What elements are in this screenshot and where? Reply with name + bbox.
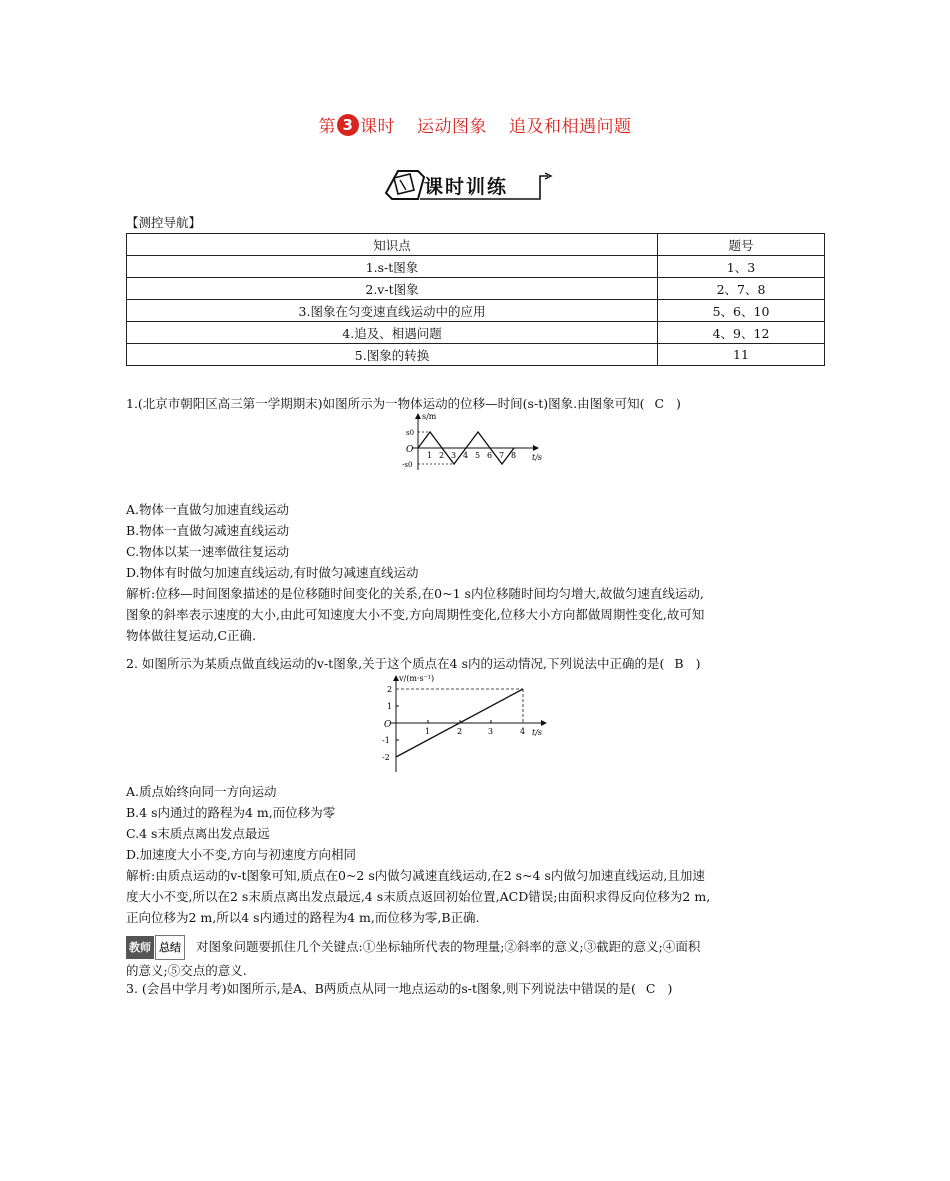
question-2-answer: B — [674, 656, 684, 671]
title-lesson: 课时 — [360, 117, 395, 137]
option: D.物体有时做匀加速直线运动,有时做匀减速直线运动 — [126, 565, 419, 580]
lesson-title — [0, 112, 950, 138]
graph1-tick: 2 — [439, 451, 445, 460]
table-row — [127, 300, 825, 322]
table-cell: 5、6、10 — [658, 300, 825, 322]
graph1-neg-s0: -s0 — [402, 461, 413, 469]
banner-title: 课时训练 — [424, 176, 509, 198]
graph2-y-tick: -2 — [382, 753, 390, 762]
table-cell: 5.图象的转换 — [127, 344, 658, 366]
title-part2: 追及和相遇问题 — [509, 117, 632, 137]
question-2-text: 2. 如图所示为某质点做直线运动的v-t图象,关于这个质点在4 s内的运动情况,下列说法中正确的是( — [126, 656, 665, 671]
teacher-summary — [126, 935, 826, 981]
graph1-tick: 3 — [451, 451, 457, 460]
analysis-line: 图象的斜率表示速度的大小,由此可知速度大小不变,方向周期性变化,位移大小方向都做周期性变化,故可知 — [126, 607, 705, 622]
table-cell: 1、3 — [658, 256, 825, 278]
question-3-text: 3. (会昌中学月考)如图所示,是A、B两质点从同一地点运动的s-t图象,则下列说法中错误的是( — [126, 981, 636, 996]
table-cell: 11 — [658, 344, 825, 366]
table-header-cell: 题号 — [658, 234, 825, 256]
graph2-origin: O — [384, 720, 392, 730]
title-part1: 运动图象 — [417, 117, 487, 137]
question-3-stem — [126, 978, 826, 999]
graph2-y-tick: 2 — [387, 685, 393, 694]
graph2-x-label: t/s — [532, 728, 543, 737]
graph1-y-label: s/m — [422, 412, 437, 421]
option: D.加速度大小不变,方向与初速度方向相同 — [126, 847, 357, 862]
table-cell: 4、9、12 — [658, 322, 825, 344]
lesson-number-badge: 3 — [337, 114, 359, 136]
graph2-y-tick: -1 — [382, 736, 390, 745]
question-1-st-graph — [398, 408, 554, 478]
question-2-vt-graph — [374, 672, 554, 776]
option: C.4 s末质点离出发点最远 — [126, 826, 270, 841]
graph2-x-tick: 2 — [457, 727, 463, 736]
option: B.物体一直做匀减速直线运动 — [126, 523, 290, 538]
teacher-tag: 教师 — [126, 936, 154, 959]
question-1-text: 1.(北京市朝阳区高三第一学期期末)如图所示为一物体运动的位移—时间(s-t)图象.由图象可知( — [126, 396, 645, 411]
graph2-x-tick: 1 — [425, 727, 431, 736]
section-banner — [380, 168, 560, 202]
summary-line: 对图象问题要抓住几个关键点:①坐标轴所代表的物理量;②斜率的意义;③截距的意义;④面积 — [196, 939, 701, 954]
table-cell: 2.v-t图象 — [127, 278, 658, 300]
table-row — [127, 344, 825, 366]
question-3-answer: C — [645, 981, 656, 996]
option: A.物体一直做匀加速直线运动 — [126, 502, 290, 517]
graph1-origin: O — [406, 445, 414, 455]
question-3-close: ) — [667, 981, 673, 996]
analysis-line: 度大小不变,所以在2 s末质点离出发点最远,4 s末质点返回初始位置,ACD错误;由面积求得反向位移为2 m, — [126, 889, 711, 904]
analysis-line: 解析:位移—时间图象描述的是位移随时间变化的关系,在0~1 s内位移随时间均匀增大,故做匀速直线运动, — [126, 586, 704, 601]
summary-tag: 总结 — [155, 935, 185, 960]
graph1-s0: s0 — [406, 429, 415, 437]
table-cell: 1.s-t图象 — [127, 256, 658, 278]
option: B.4 s内通过的路程为4 m,而位移为零 — [126, 805, 336, 820]
table-header-row — [127, 234, 825, 256]
graph1-tick: 1 — [427, 451, 433, 460]
graph1-tick: 5 — [475, 451, 481, 460]
graph1-x-label: t/s — [532, 453, 543, 462]
table-row — [127, 322, 825, 344]
question-1-answer: C — [654, 396, 665, 411]
title-prefix: 第 — [318, 117, 336, 137]
question-2-stem — [126, 653, 826, 674]
table-cell: 2、7、8 — [658, 278, 825, 300]
table-cell: 3.图象在匀变速直线运动中的应用 — [127, 300, 658, 322]
question-1-close: ) — [676, 396, 681, 411]
nav-section-label: 【测控导航】 — [126, 215, 202, 230]
question-2-options — [126, 781, 826, 928]
table-header-cell: 知识点 — [127, 234, 658, 256]
graph1-tick: 4 — [463, 451, 469, 460]
table-row — [127, 278, 825, 300]
analysis-line: 物体做往复运动,C正确. — [126, 628, 257, 643]
graph2-x-tick: 4 — [520, 727, 526, 736]
graph2-y-label: v/(m·s⁻¹) — [399, 674, 435, 683]
table-cell: 4.追及、相遇问题 — [127, 322, 658, 344]
graph1-tick: 8 — [511, 451, 517, 460]
graph2-y-tick: 1 — [387, 702, 393, 711]
option: C.物体以某一速率做往复运动 — [126, 544, 290, 559]
analysis-line: 正向位移为2 m,所以4 s内通过的路程为4 m,而位移为零,B正确. — [126, 910, 480, 925]
question-2-close: ) — [695, 656, 701, 671]
knowledge-table — [126, 233, 825, 366]
graph2-x-tick: 3 — [488, 727, 494, 736]
analysis-line: 解析:由质点运动的v-t图象可知,质点在0~2 s内做匀减速直线运动,在2 s~4 s内做匀加速直线运动,且加速 — [126, 868, 705, 883]
summary-line: 的意义;⑤交点的意义. — [126, 963, 247, 978]
option: A.质点始终向同一方向运动 — [126, 784, 277, 799]
graph1-tick: 6 — [487, 451, 493, 460]
table-row — [127, 256, 825, 278]
question-1-options — [126, 499, 826, 646]
graph1-tick: 7 — [499, 451, 505, 460]
